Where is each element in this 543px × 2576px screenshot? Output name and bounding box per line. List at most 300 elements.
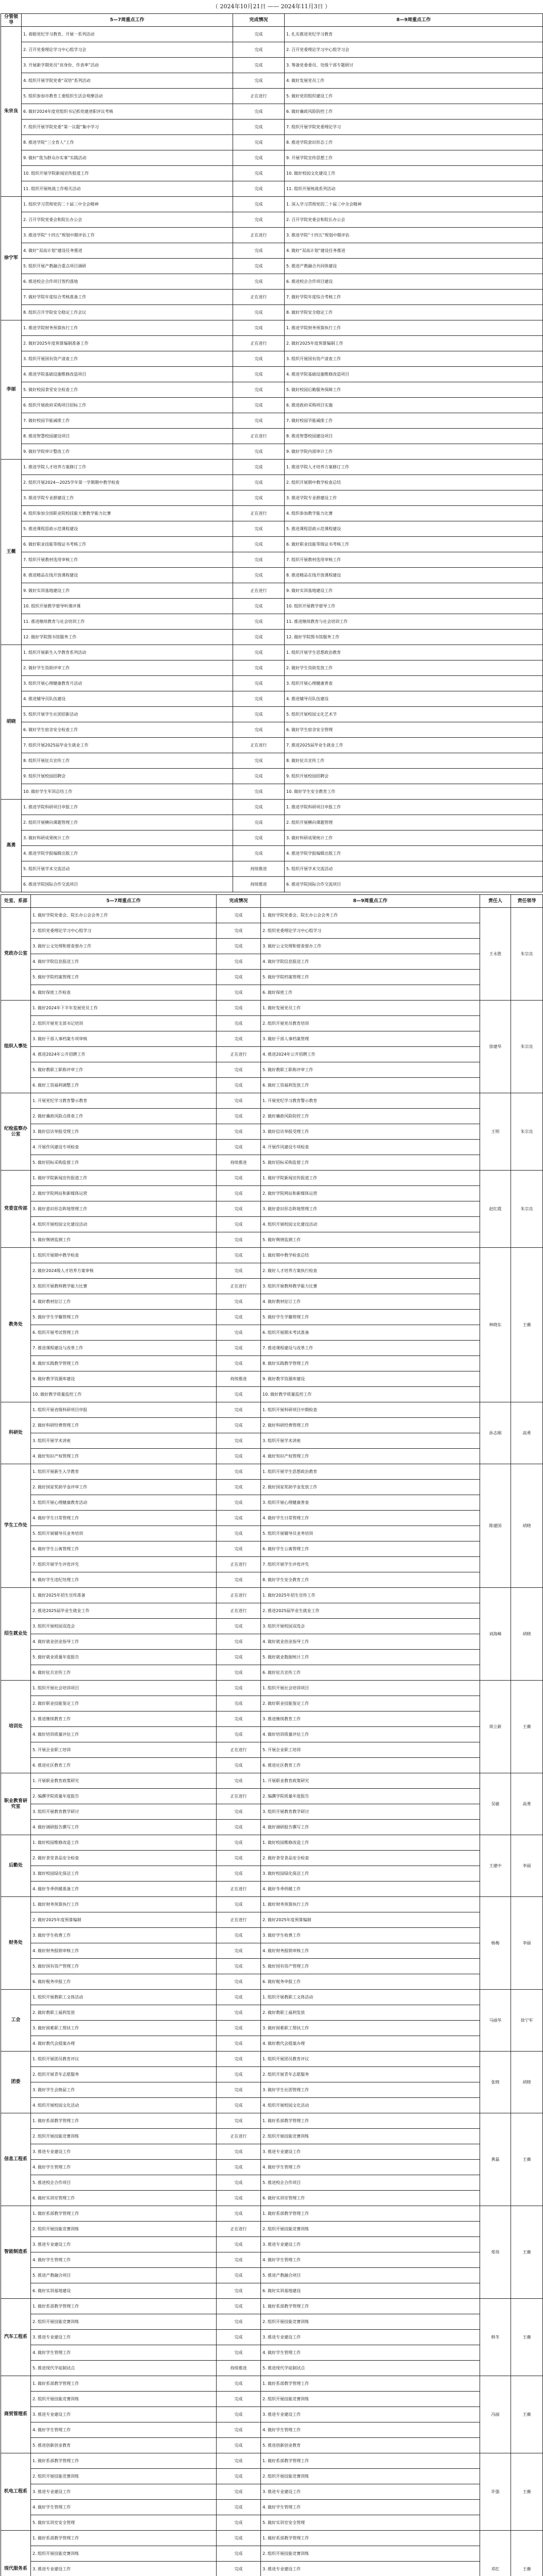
table-row [1, 1093, 543, 1109]
current-task: 4. 做好学院信息报送工作 [31, 954, 217, 970]
task-status: 完成 [233, 150, 285, 166]
table-row [1, 614, 543, 630]
next-task: 1. 组织开展团员教育评议 [261, 2052, 480, 2067]
leader-name: 朱宗良 [511, 1171, 543, 1248]
next-task: 5. 开展企业职工培训 [261, 1742, 480, 1758]
leader-name: 朱宗良 [511, 1093, 543, 1171]
task-status: 完成 [217, 1294, 261, 1310]
table-row [1, 831, 543, 846]
current-task: 5. 推进创新创业教育 [31, 2438, 217, 2453]
next-task: 3. 推进专业建设工作 [261, 2407, 480, 2422]
unit-name: 党政办公室 [1, 908, 31, 1001]
task-status: 完成 [217, 1433, 261, 1449]
current-task: 1. 组织开展团员教育评议 [31, 2052, 217, 2067]
task-status: 完成 [233, 660, 285, 676]
task-status: 完成 [217, 2345, 261, 2361]
table-row [1, 521, 543, 537]
leader-name: 王薇 [511, 2113, 543, 2206]
next-task: 3. 做好意识形态阵地管理工作 [261, 1201, 480, 1217]
current-task: 3. 推进学院“十四五”规划中期评估工作 [22, 228, 233, 243]
task-status: 持续推进 [217, 1155, 261, 1171]
unit-name: 现代服务系 [1, 2531, 31, 2576]
next-task: 4. 做好“双高计划”建设任务推进 [285, 243, 543, 259]
task-status: 正在进行 [217, 1047, 261, 1062]
next-task: 7. 做好学院年度综合考核工作 [285, 290, 543, 305]
current-task: 1. 做好学院党委会、院长办公会会务工作 [31, 908, 217, 923]
task-status: 完成 [217, 1418, 261, 1433]
task-status: 完成 [217, 1990, 261, 2005]
next-task: 4. 组织开展校园文化建设活动 [261, 1217, 480, 1232]
next-task: 4. 做好学生日常管理工作 [261, 1511, 480, 1526]
next-task: 3. 推进专业建设工作 [261, 2562, 480, 2576]
table-row [1, 1031, 543, 1047]
next-task: 7. 组织开展学生评优评先 [261, 1557, 480, 1572]
current-task: 10. 组织开展学院新闻宣传报道工作 [22, 166, 233, 181]
current-task: 10. 做好学生军训总结工作 [22, 784, 233, 800]
next-task: 4. 做好学生管理工作 [261, 2160, 480, 2175]
table-row [1, 475, 543, 490]
table-row [1, 490, 543, 506]
next-task: 5. 推进课程思政示范课程建设 [285, 521, 543, 537]
task-status: 完成 [217, 2252, 261, 2268]
task-status: 完成 [233, 537, 285, 552]
table-row [1, 908, 543, 923]
current-task: 1. 着眼党纪学习教育，开展一系列活动 [22, 27, 233, 42]
next-task: 2. 做好科研经费管理工作 [261, 1418, 480, 1433]
task-status: 完成 [217, 2067, 261, 2082]
column-header: 8—9周重点工作 [261, 895, 480, 908]
next-task: 3. 做好困难职工帮扶工作 [261, 2021, 480, 2036]
current-task: 1. 做好财务预算执行工作 [31, 1897, 217, 1912]
task-status: 完成 [217, 1959, 261, 1974]
next-task: 2. 组织开展期中教学检查总结 [285, 475, 543, 490]
current-task: 3. 做好信访举报受理工作 [31, 1124, 217, 1140]
task-status: 完成 [217, 2562, 261, 2576]
current-task: 7. 组织开展教材选用审核工作 [22, 552, 233, 568]
current-task: 6. 组织开展考试管理工作 [31, 1325, 217, 1341]
next-task: 8. 做好学生安全教育工作 [261, 1572, 480, 1588]
next-task: 4. 做好学生管理工作 [261, 2345, 480, 2361]
task-status: 完成 [217, 1248, 261, 1263]
table-row [1, 1155, 543, 1171]
task-status: 完成 [233, 58, 285, 73]
task-status: 完成 [233, 73, 285, 89]
table-row [1, 2082, 543, 2098]
current-task: 2. 组织开展技能竞赛训练 [31, 2546, 217, 2562]
table-row [1, 1464, 543, 1480]
task-status: 完成 [233, 120, 285, 135]
next-task: 1. 做好发展党员工作 [261, 1001, 480, 1016]
table-row [1, 1078, 543, 1093]
leader-name: 胡晓 [511, 1464, 543, 1588]
leader-name: 胡晓 [511, 1588, 543, 1681]
current-task: 3. 推进学院专业群建设工作 [22, 490, 233, 506]
next-task: 3. 组织开展学术讲座 [261, 1433, 480, 1449]
owner-name: 刘海峰 [480, 1588, 511, 1681]
task-status: 完成 [217, 1773, 261, 1789]
task-status: 正在进行 [217, 1603, 261, 1619]
task-status: 完成 [233, 444, 285, 460]
next-task: 6. 做好实训室管理工作 [261, 2191, 480, 2206]
current-task: 3. 做好学生收费工作 [31, 1928, 217, 1943]
leader-name: 王薇 [511, 2299, 543, 2376]
task-status: 完成 [217, 2237, 261, 2252]
table-row [1, 660, 543, 676]
next-task: 4. 做好学生管理工作 [261, 2252, 480, 2268]
table-row [1, 923, 543, 939]
task-status: 完成 [233, 521, 285, 537]
current-task: 1. 做好学院新闻宣传报道工作 [31, 1171, 217, 1186]
table-row [1, 939, 543, 954]
next-task: 2. 推进2025届毕业生就业工作 [261, 1603, 480, 1619]
task-status: 完成 [233, 135, 285, 150]
next-task: 4. 推进辅导员队伍建设 [285, 691, 543, 707]
task-status: 完成 [217, 939, 261, 954]
table-row [1, 877, 543, 892]
task-status: 完成 [217, 1325, 261, 1341]
table-row [1, 1665, 543, 1681]
task-status: 完成 [217, 1449, 261, 1464]
table-row [1, 2098, 543, 2113]
current-task: 4. 做好调研报告撰写工作 [31, 1820, 217, 1835]
table-row [1, 1371, 543, 1387]
current-task: 4. 做好“双高计划”建设任务推进 [22, 243, 233, 259]
current-task: 4. 做好培训质量评估工作 [31, 1727, 217, 1742]
table-row [1, 753, 543, 769]
table-row [1, 630, 543, 645]
next-task: 7. 组织开展学院党委理论学习 [285, 120, 543, 135]
current-task: 2. 做好食堂食品安全检查 [31, 1851, 217, 1866]
table-row [1, 1650, 543, 1665]
current-task: 4. 做好知识产权管理工作 [31, 1449, 217, 1464]
next-task: 5. 推进产教融合共同体建设 [285, 259, 543, 274]
owner-name: 陈建国 [480, 1464, 511, 1588]
current-task: 4. 做好学生管理工作 [31, 2500, 217, 2515]
table-row [1, 197, 543, 212]
current-task: 5. 做好学院档案管理工作 [31, 970, 217, 985]
table-row [1, 1603, 543, 1619]
table-row [1, 290, 543, 305]
current-task: 3. 推进专业建设工作 [31, 2330, 217, 2345]
table-row [1, 800, 543, 815]
next-task: 5. 做好就业数据统计工作 [261, 1650, 480, 1665]
next-task: 5. 做好校园后勤服务保障工作 [285, 382, 543, 398]
next-task: 6. 做好税务申报工作 [261, 1974, 480, 1990]
table-row [1, 1711, 543, 1727]
next-task: 5. 做好国有资产管理工作 [261, 1959, 480, 1974]
unit-name: 财务处 [1, 1897, 31, 1990]
task-status: 完成 [217, 2160, 261, 2175]
next-task: 4. 推进学院学报编辑出版工作 [285, 846, 543, 861]
task-status: 完成 [233, 722, 285, 738]
owner-name: 赵红霞 [480, 1171, 511, 1248]
task-status: 正在进行 [233, 738, 285, 753]
task-status: 完成 [217, 2407, 261, 2422]
current-task: 9. 做好学院审计整改工作 [22, 444, 233, 460]
table-row [1, 2283, 543, 2299]
task-status: 完成 [233, 382, 285, 398]
next-task: 1. 推进学院科研项目申报工作 [285, 800, 543, 815]
next-task: 2. 做好廉政风险防控工作 [261, 1109, 480, 1124]
next-task: 6. 做好学生宿舍安全管理 [285, 722, 543, 738]
task-status: 完成 [217, 2546, 261, 2562]
current-task: 8. 组织开展征兵宣传工作 [22, 753, 233, 769]
task-status: 完成 [233, 846, 285, 861]
task-status: 完成 [217, 1356, 261, 1371]
task-status: 完成 [217, 1171, 261, 1186]
next-task: 4. 组织开展校园文化活动 [261, 2098, 480, 2113]
next-task: 1. 深入学习贯彻党的二十届三中全会精神 [285, 197, 543, 212]
table-row [1, 954, 543, 970]
next-task: 3. 推进专业建设工作 [261, 2484, 480, 2500]
task-status: 完成 [217, 1341, 261, 1356]
column-header: 责任领导 [511, 895, 543, 908]
current-task: 1. 组织开展教职工文体活动 [31, 1990, 217, 2005]
current-task: 4. 组织开展学院党委“双培”系列活动 [22, 73, 233, 89]
next-task: 3. 做好公文处理和督查督办工作 [261, 939, 480, 954]
task-status: 正在进行 [233, 583, 285, 599]
next-task: 10. 做好学生安全教育工作 [285, 784, 543, 800]
current-task: 2. 组织开展2024—2025学年第一学期期中教学检查 [22, 475, 233, 490]
current-task: 3. 推进专业建设工作 [31, 2562, 217, 2576]
current-task: 5. 开展企业职工培训 [31, 1742, 217, 1758]
task-status: 完成 [233, 490, 285, 506]
current-task: 1. 做好系部教学管理工作 [31, 2531, 217, 2546]
leader-name: 朱宗良 [511, 908, 543, 1001]
task-status: 完成 [233, 212, 285, 228]
table-row [1, 1356, 543, 1371]
task-status: 完成 [233, 181, 285, 197]
task-status: 完成 [233, 552, 285, 568]
next-task: 2. 组织开展技能竞赛训练 [261, 2129, 480, 2144]
current-task: 1. 组织开展新生入学教育系列活动 [22, 645, 233, 660]
current-task: 3. 推进专业建设工作 [31, 2407, 217, 2422]
next-task: 2. 组织开展横向课题管理 [285, 815, 543, 831]
task-status: 完成 [233, 475, 285, 490]
table-row [1, 1943, 543, 1959]
next-task: 10. 做好教学质量监控工作 [261, 1387, 480, 1402]
table-row [1, 985, 543, 1001]
unit-name: 学生工作处 [1, 1464, 31, 1588]
task-status: 完成 [233, 259, 285, 274]
task-status: 完成 [217, 1943, 261, 1959]
next-task: 2. 召开学院党委会和院长办公会 [285, 212, 543, 228]
current-task: 2. 组织开展技能竞赛训练 [31, 2469, 217, 2484]
unit-name: 党委宣传部 [1, 1171, 31, 1248]
next-task: 3. 推进专业建设工作 [261, 2330, 480, 2345]
current-task: 2. 组织开展技能竞赛训练 [31, 2392, 217, 2407]
task-status: 持续推进 [233, 877, 285, 892]
next-task: 3. 组织开展国有资产清查工作 [285, 351, 543, 367]
task-status: 完成 [217, 1541, 261, 1557]
table-row [1, 2500, 543, 2515]
current-task: 8. 做好学生违纪处理工作 [31, 1572, 217, 1588]
column-header: 8—9周重点工作 [285, 14, 543, 27]
table-row [1, 2021, 543, 2036]
current-task: 1. 组织开展新生入学教育 [31, 1464, 217, 1480]
next-task: 1. 做好系部教学管理工作 [261, 2453, 480, 2469]
current-task: 11. 推进继续教育与社会培训工作 [22, 614, 233, 630]
table-row [1, 970, 543, 985]
task-status: 完成 [233, 197, 285, 212]
table-row [1, 2237, 543, 2252]
owner-name: 孙志刚 [480, 1402, 511, 1464]
column-header: 责任人 [480, 895, 511, 908]
table-row [1, 1217, 543, 1232]
table-row [1, 460, 543, 475]
next-task: 5. 推进产教融合项目 [261, 2268, 480, 2283]
table-row [1, 599, 543, 614]
current-task: 5. 做好就业质量年度报告 [31, 1650, 217, 1665]
next-task: 1. 做好系部教学管理工作 [261, 2531, 480, 2546]
table-row [1, 1402, 543, 1418]
current-task: 7. 组织开展2025届毕业生就业工作 [22, 738, 233, 753]
current-task: 4. 做好学生管理工作 [31, 2160, 217, 2175]
next-task: 3. 组织开展校园双选会 [261, 1619, 480, 1634]
current-task: 2. 做好2025年度预算编制准备工作 [22, 336, 233, 351]
current-task: 4. 推进辅导员队伍建设 [22, 691, 233, 707]
current-task: 5. 做好招标采购监督工作 [31, 1155, 217, 1171]
table-row [1, 2469, 543, 2484]
next-task: 7. 推进课程建设与改革工作 [261, 1341, 480, 1356]
table-row [1, 259, 543, 274]
table-row [1, 1897, 543, 1912]
next-task: 2. 做好2025年度预算编制工作 [285, 336, 543, 351]
next-task: 2. 做好学院网站和新媒体运营 [261, 1186, 480, 1201]
task-status: 完成 [217, 1758, 261, 1773]
current-task: 7. 组织开展学院党委“第一议题”集中学习 [22, 120, 233, 135]
task-status: 正在进行 [217, 1912, 261, 1928]
current-task: 1. 组织开展社会培训项目 [31, 1681, 217, 1696]
unit-name: 职业教育研究室 [1, 1773, 31, 1835]
task-status: 完成 [217, 2283, 261, 2299]
leader-name: 王薇 [511, 2531, 543, 2576]
table-row [1, 120, 543, 135]
next-task: 6. 推进社区教育工作 [261, 1758, 480, 1773]
current-task: 4. 做好学生管理工作 [31, 2422, 217, 2438]
task-status: 完成 [217, 2484, 261, 2500]
current-task: 2. 做好科研经费管理工作 [31, 1418, 217, 1433]
table-row [1, 1681, 543, 1696]
unit-name: 工会 [1, 1990, 31, 2052]
next-task: 1. 组织开展教职工文体活动 [261, 1990, 480, 2005]
current-task: 8. 推进学院“三全育人”工作 [22, 135, 233, 150]
next-task: 3. 推进学院专业群建设工作 [285, 490, 543, 506]
table-row [1, 1696, 543, 1711]
current-task: 5. 推进产教融合项目 [31, 2268, 217, 2283]
current-task: 4. 推进2024年公开招聘工作 [31, 1047, 217, 1062]
task-status: 完成 [233, 831, 285, 846]
task-status: 完成 [217, 2268, 261, 2283]
next-task: 6. 做好学生公寓管理工作 [261, 1541, 480, 1557]
table-row [1, 1480, 543, 1495]
leader-name: 胡晓 [1, 645, 22, 800]
next-task: 3. 组织开展教育教学研讨 [261, 1804, 480, 1820]
next-task: 6. 组织开展期末考试准备 [261, 1325, 480, 1341]
table-row [1, 320, 543, 336]
table-row [1, 1882, 543, 1897]
next-task: 8. 推进学院意识形态工作 [285, 135, 543, 150]
owner-name: 韩冬 [480, 2299, 511, 2376]
next-task: 1. 做好系部教学管理工作 [261, 2376, 480, 2392]
table-row [1, 1449, 543, 1464]
task-status: 完成 [217, 1696, 261, 1711]
task-status: 完成 [233, 599, 285, 614]
current-task: 9. 做好教学资源库建设 [31, 1371, 217, 1387]
task-status: 完成 [217, 2082, 261, 2098]
leader-name: 王薇 [1, 460, 22, 645]
unit-name: 纪检监察办公室 [1, 1093, 31, 1171]
task-status: 持续推进 [217, 2361, 261, 2376]
task-status: 持续推进 [233, 861, 285, 877]
table-row [1, 1634, 543, 1650]
table-row [1, 58, 543, 73]
current-task: 12. 做好学院图书馆服务工作 [22, 630, 233, 645]
next-task: 1. 做好学院新闻宣传报道工作 [261, 1171, 480, 1186]
current-task: 5. 推进校企合作项目 [31, 2175, 217, 2191]
current-task: 5. 组织参加市教育工委组织生活会观摩活动 [22, 89, 233, 104]
table-row [1, 351, 543, 367]
table-row [1, 1341, 543, 1356]
current-task: 2. 做好国家奖助学金评审工作 [31, 1480, 217, 1495]
task-status: 完成 [217, 1804, 261, 1820]
table-row [1, 2067, 543, 2082]
table-row [1, 1171, 543, 1186]
current-task: 6. 做好职业技能等级证书考核工作 [22, 537, 233, 552]
leader-name: 李丽 [1, 320, 22, 460]
next-task: 4. 做好学生管理工作 [261, 2500, 480, 2515]
task-status: 完成 [233, 753, 285, 769]
task-status: 完成 [217, 908, 261, 923]
current-task: 5. 做好实训室安全管理 [31, 2515, 217, 2531]
column-header: 完成情况 [217, 895, 261, 908]
table-row [1, 1835, 543, 1851]
table-row [1, 243, 543, 259]
current-task: 5. 组织开展产教融合重点项目调研 [22, 259, 233, 274]
next-task: 3. 筹备党委委员、处级干部专题研讨 [285, 58, 543, 73]
next-task: 6. 做好工资福利发放工作 [261, 1078, 480, 1093]
task-status: 完成 [233, 568, 285, 583]
current-task: 3. 做好校园绿化保洁工作 [31, 1866, 217, 1882]
table-row [1, 2453, 543, 2469]
task-status: 完成 [233, 42, 285, 58]
current-task: 4. 做好学生日常管理工作 [31, 1511, 217, 1526]
table-row [1, 1619, 543, 1634]
task-status: 完成 [217, 1124, 261, 1140]
current-task: 8. 做好实践教学管理工作 [31, 1356, 217, 1371]
next-task: 8. 做好征兵宣传工作 [285, 753, 543, 769]
next-task: 3. 推进专业建设工作 [261, 2144, 480, 2160]
leader-name: 徐宁军 [1, 197, 22, 320]
table-row [1, 1495, 543, 1511]
current-task: 5. 做好舆情监测工作 [31, 1232, 217, 1248]
next-task: 4. 做好教材征订工作 [261, 1294, 480, 1310]
next-task: 3. 推进继续教育工作 [261, 1711, 480, 1727]
table-row [1, 2314, 543, 2330]
task-status: 完成 [217, 2113, 261, 2129]
leadership-work-table [1, 13, 543, 892]
next-task: 1. 做好系部教学管理工作 [261, 2299, 480, 2314]
current-task: 5. 做好校园食堂安全检查工作 [22, 382, 233, 398]
next-task: 5. 做好党的组织建设工作 [285, 89, 543, 104]
current-task: 1. 做好系部教学管理工作 [31, 2299, 217, 2314]
table-row [1, 73, 543, 89]
next-task: 8. 推进精品在线开放课程建设 [285, 568, 543, 583]
current-task: 1. 推进学院财务预算执行工作 [22, 320, 233, 336]
task-status: 正在进行 [217, 2129, 261, 2144]
task-status: 完成 [217, 1093, 261, 1109]
table-row [1, 2299, 543, 2314]
